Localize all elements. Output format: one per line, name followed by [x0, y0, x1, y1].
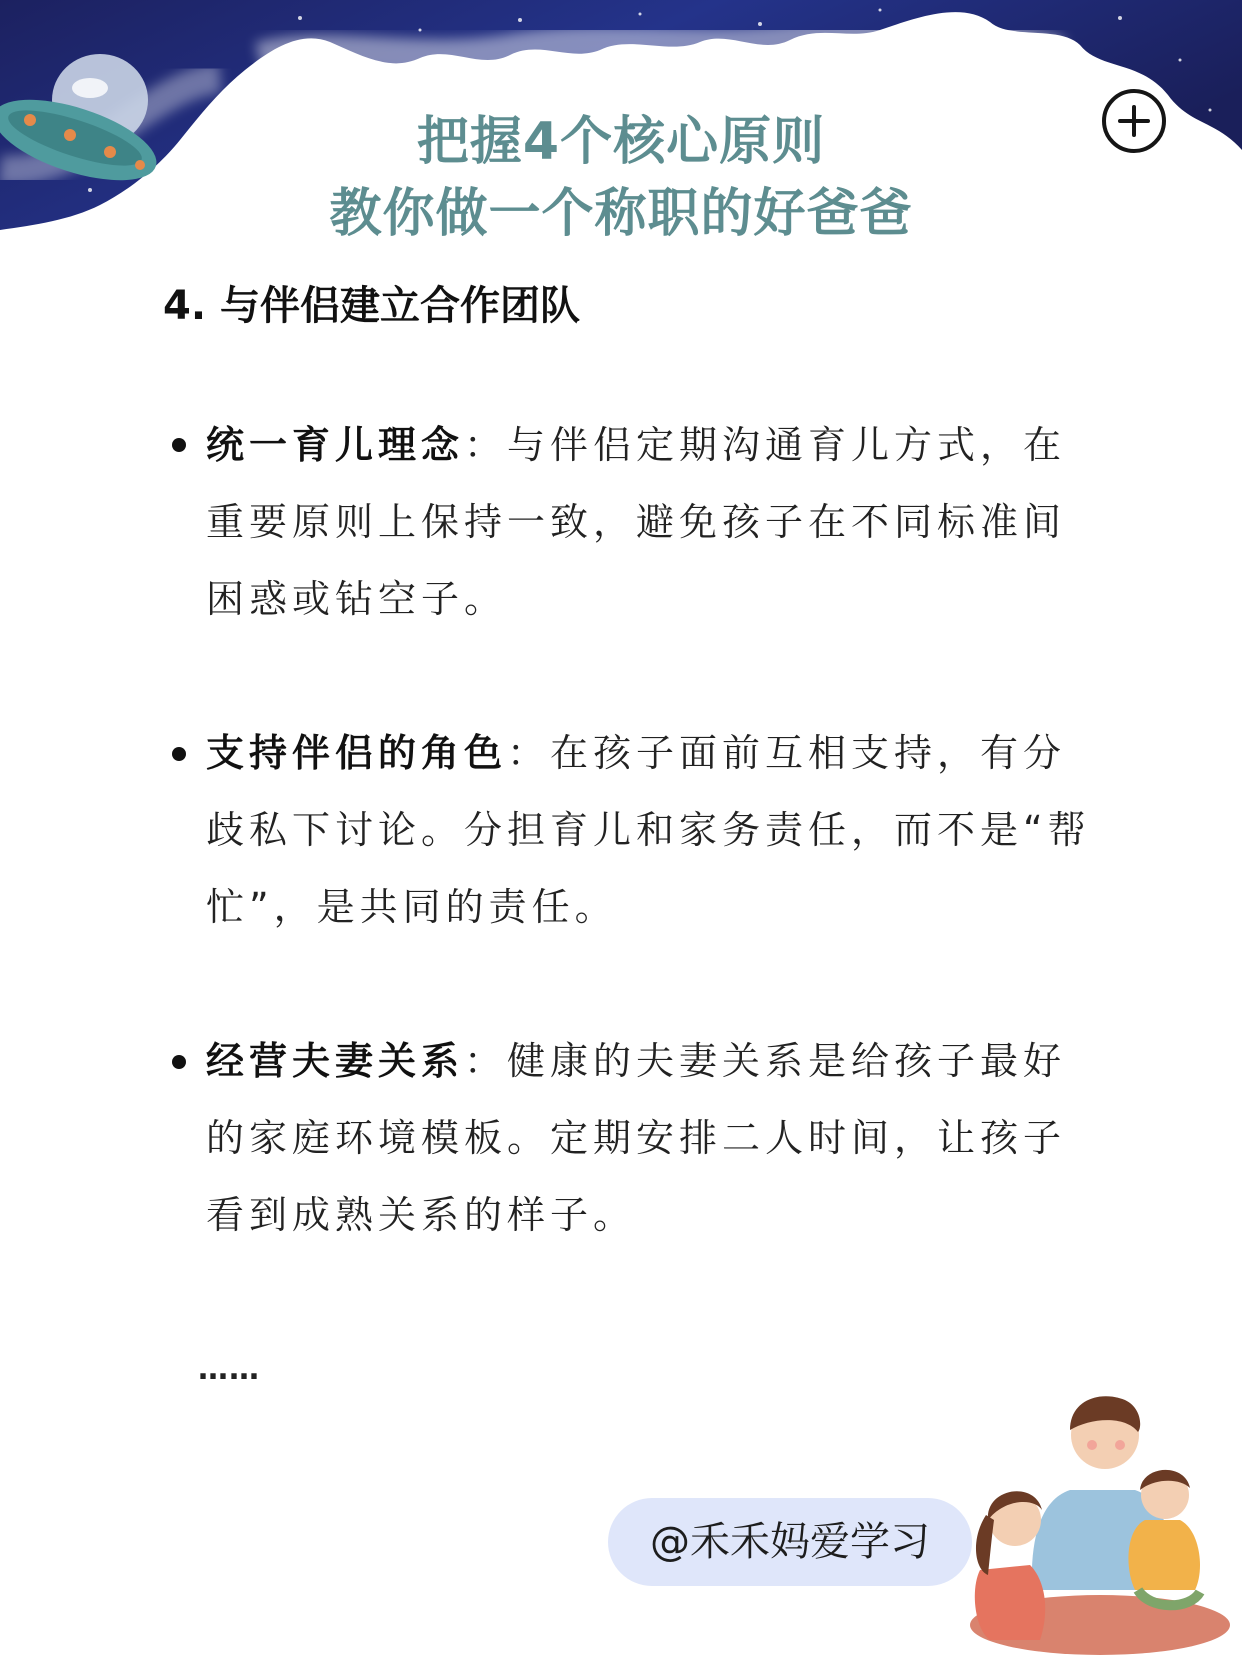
list-item-text: ：在孩子面前互相支持，有分歧私下讨论。分担育儿和家务责任，而不是“帮忙”，是共同的责任。 [206, 731, 1091, 929]
list-item [206, 715, 1106, 946]
bullet-dot [172, 438, 186, 452]
family-illustration-icon [960, 1370, 1242, 1660]
list-item-term: 统一育儿理念 [206, 423, 465, 467]
list-item-term: 经营夫妻关系 [206, 1039, 465, 1083]
bullet-dot [172, 747, 186, 761]
author-handle-badge: @禾禾妈爱学习 [608, 1498, 972, 1586]
list-item-term: 支持伴侣的角色 [206, 731, 508, 775]
list-item [206, 407, 1106, 638]
list-item-text: ：与伴侣定期沟通育儿方式，在重要原则上保持一致，避免孩子在不同标准间困惑或钻空子。 [206, 423, 1067, 621]
list-item-text: ：健康的夫妻关系是给孩子最好的家庭环境模板。定期安排二人时间，让孩子看到成熟关系的样子。 [206, 1039, 1067, 1237]
bullet-dot [172, 1055, 186, 1069]
page-title-line-1: 把握4个核心原则 [416, 112, 826, 172]
page-title-line-2: 教你做一个称职的好爸爸 [329, 184, 913, 244]
section-heading: 4. 与伴侣建立合作团队 [163, 283, 580, 329]
continuation-ellipsis: …… [198, 1352, 260, 1387]
list-item [206, 1023, 1106, 1254]
